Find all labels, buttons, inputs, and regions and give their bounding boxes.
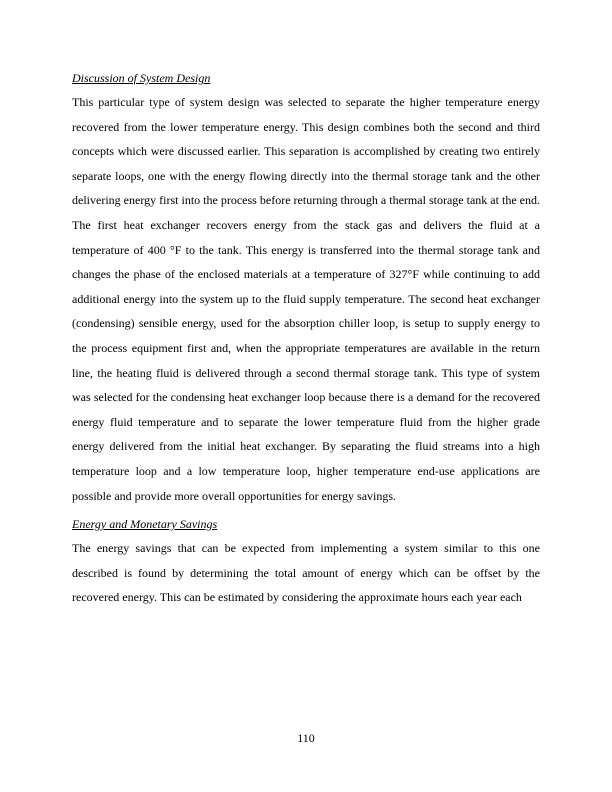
paragraph-system-design: This particular type of system design was selected to separate the higher temperature energy recovered from the lower temperature energy. This design combines both the second and third concepts which were discussed earlier. This separation is accomplished by creating two entirely separate loops, one with the energy flowing directly into the thermal storage tank and the other delivering energy first into the process before returning through a thermal storage tank at the end. The first heat exchanger recovers energy from the stack gas and delivers the fluid at a temperature of 400 °F to the tank. This energy is transferred into the thermal storage tank and changes the phase of the enclosed materials at a temperature of 327°F while continuing to add additional energy into the system up to the fluid supply temperature. The second heat exchanger (condensing) sensible energy, used for the absorption chiller loop, is setup to supply energy to the process equipment first and, when the appropriate temperatures are available in the return line, the heating fluid is delivered through a second thermal storage tank. This type of system was selected for the condensing heat exchanger loop because there is a demand for the recovered energy fluid temperature and to separate the lower temperature fluid from the higher grade energy delivered from the initial heat exchanger. By separating the fluid streams into a high temperature loop and a low temperature loop, higher temperature end-use applications are possible and provide more overall opportunities for energy savings. [72, 95, 540, 503]
section-heading-energy-savings: Energy and Monetary Savings [72, 517, 218, 532]
page-body [72, 70, 540, 610]
page-number: 110 [297, 731, 315, 745]
paragraph-energy-savings: The energy savings that can be expected from implementing a system similar to this one described is found by determining the total amount of energy which can be offset by the recovered energy. This can be estimated by considering the approximate hours each year each [72, 541, 540, 605]
section-heading-system-design: Discussion of System Design [72, 71, 211, 85]
